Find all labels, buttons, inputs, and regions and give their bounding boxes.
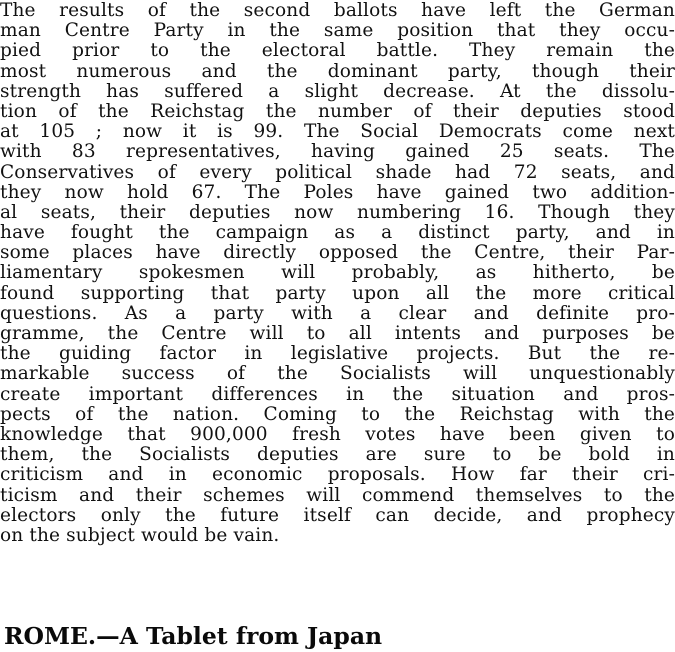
- article-line: markable success of the Socialists will unquestionably: [0, 364, 675, 385]
- article-line: found supporting that party upon all the more critical: [0, 283, 675, 304]
- article-line: gramme, the Centre will to all intents and purposes be: [0, 324, 675, 344]
- article-line: pied prior to the electoral battle. They remain the: [0, 41, 675, 62]
- article-line: pects of the nation. Coming to the Reichstag with the: [0, 404, 675, 425]
- section-headline: ROME.—A Tablet from Japan: [4, 622, 383, 650]
- article-line: with 83 representatives, having gained 25 seats. The: [0, 142, 675, 163]
- article-line: ticism and their schemes will commend themselves to the: [0, 485, 675, 506]
- article-line: liamentary spokesmen will probably, as hitherto, be: [0, 263, 675, 284]
- article-line: The results of the second ballots have left the German: [0, 1, 675, 21]
- article-line: knowledge that 900,000 fresh votes have been given to: [0, 424, 675, 445]
- article-line: man Centre Party in the same position that they occu-: [0, 21, 675, 42]
- article-line: strength has suffered a slight decrease. At the dissolu-: [0, 81, 675, 102]
- article-body: [0, 1, 675, 546]
- article-line: at 105 ; now it is 99. The Social Democrats come next: [0, 122, 675, 143]
- article-line: most numerous and the dominant party, though their: [0, 61, 675, 82]
- article-line: tion of the Reichstag the number of their deputies stood: [0, 101, 675, 122]
- article-line: they now hold 67. The Poles have gained two addition-: [0, 182, 675, 203]
- article-line: criticism and in economic proposals. How far their cri-: [0, 465, 675, 486]
- article-line: some places have directly opposed the Centre, their Par-: [0, 243, 675, 264]
- article-line: questions. As a party with a clear and definite pro-: [0, 303, 675, 324]
- article-line: al seats, their deputies now numbering 16. Though they: [0, 202, 675, 223]
- article-line: the guiding factor in legislative projects. But the re-: [0, 344, 675, 365]
- article-line: have fought the campaign as a distinct party, and in: [0, 223, 675, 244]
- article-line: on the subject would be vain.: [0, 525, 280, 546]
- article-line: electors only the future itself can decide, and prophecy: [0, 505, 675, 526]
- article-line: create important differences in the situation and pros-: [0, 384, 675, 405]
- article-line: Conservatives of every political shade had 72 seats, and: [0, 162, 675, 183]
- article-line: them, the Socialists deputies are sure to be bold in: [0, 445, 675, 466]
